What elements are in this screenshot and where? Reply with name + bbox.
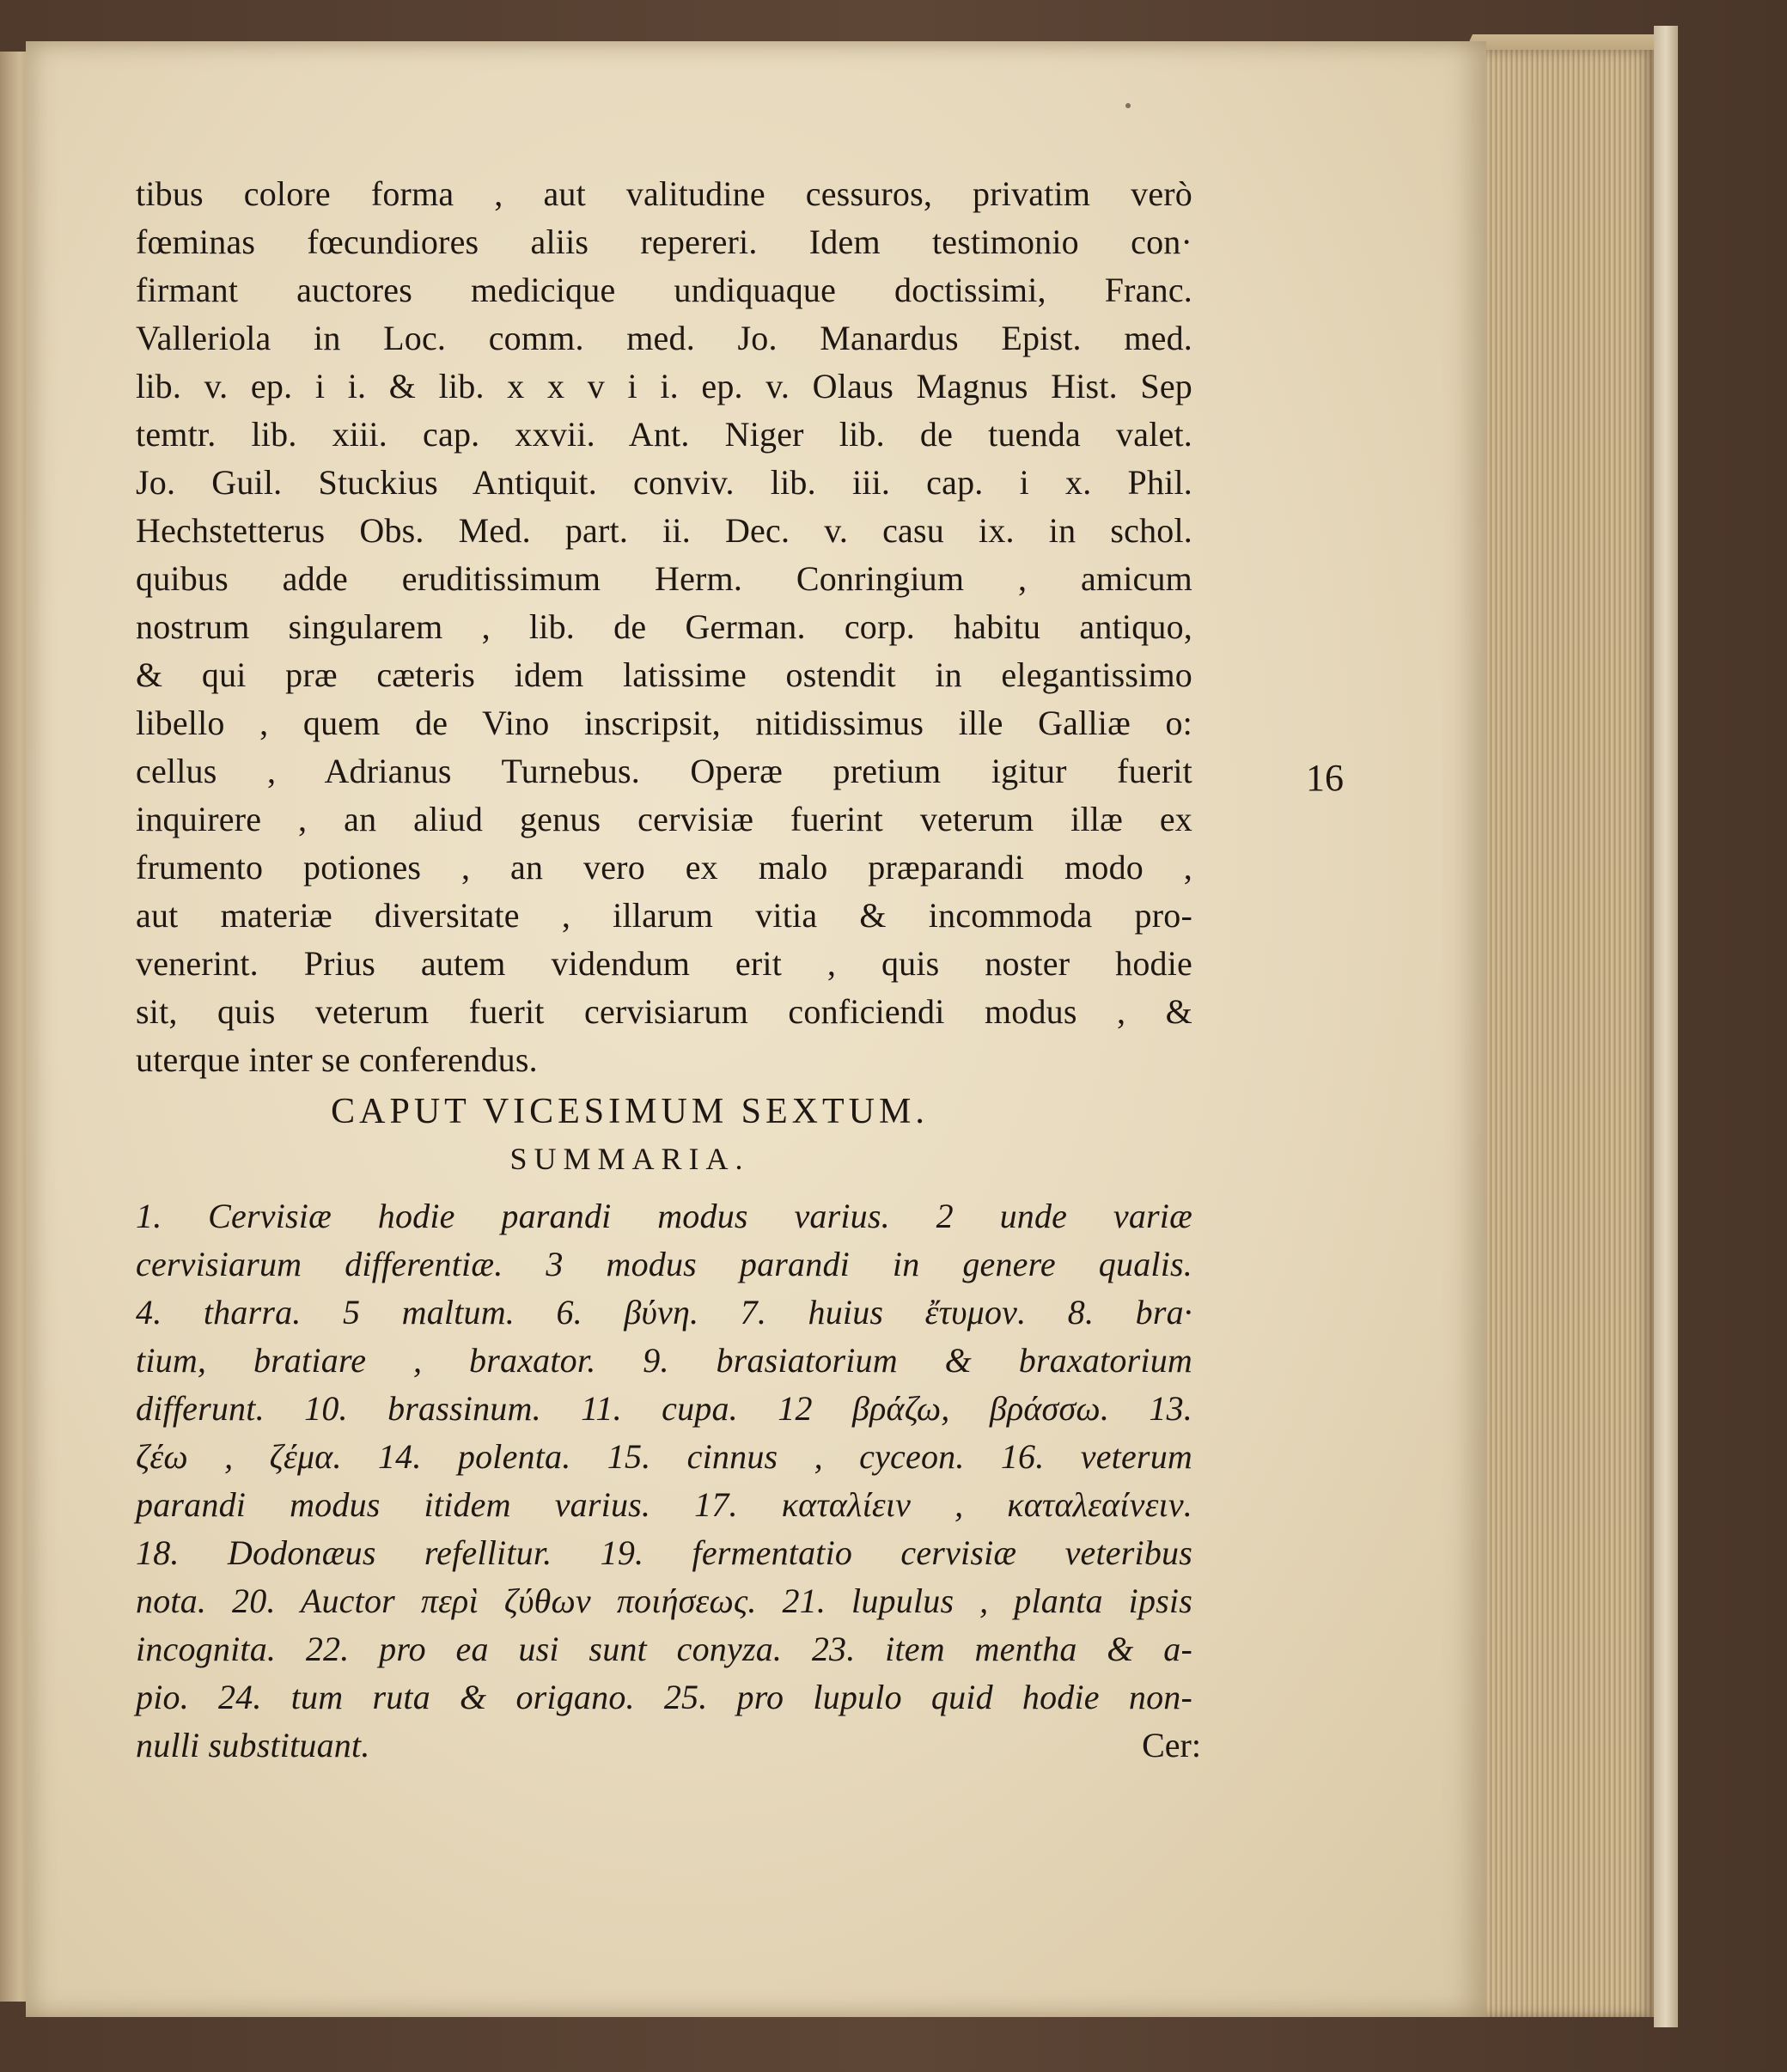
summary-line: tium, bratiare , braxator. 9. brasiatorium & braxatorium: [136, 1341, 1192, 1380]
body-line: Valleriola in Loc. comm. med. Jo. Manardus Epist. med.: [136, 319, 1192, 357]
body-line: Jo. Guil. Stuckius Antiquit. conviv. lib. iii. cap. i x. Phil.: [136, 463, 1192, 502]
summary-line: differunt. 10. brassinum. 11. cupa. 12 βράζω, βράσσω. 13.: [136, 1389, 1192, 1428]
summary-line: 4. tharra. 5 maltum. 6. βύνη. 7. huius ἔτυμον. 8. bra·: [136, 1293, 1192, 1332]
catchword: Cer:: [1142, 1726, 1201, 1764]
page-speck: [1125, 103, 1131, 108]
body-line: lib. v. ep. i i. & lib. x x v i i. ep. v. Olaus Magnus Hist. Sep: [136, 367, 1192, 405]
body-line: quibus adde eruditissimum Herm. Conringium , amicum: [136, 559, 1192, 598]
body-line: fœminas fœcundiores aliis repereri. Idem testimonio con·: [136, 222, 1192, 261]
summary-line: nulli substituant.: [136, 1726, 370, 1764]
summary-line: 18. Dodonæus refellitur. 19. fermentatio cervisiæ veteribus: [136, 1533, 1192, 1572]
summary-line: ζέω , ζέμα. 14. polenta. 15. cinnus , cyceon. 16. veterum: [136, 1437, 1192, 1476]
body-line: nostrum singularem , lib. de German. corp. habitu antiquo,: [136, 607, 1192, 646]
body-line: uterque inter se conferendus.: [136, 1040, 538, 1079]
book-fore-edge: [1476, 50, 1656, 2017]
summary-line: parandi modus itidem varius. 17. καταλίειν , καταλεαίνειν.: [136, 1485, 1192, 1524]
summary-line: 1. Cervisiæ hodie parandi modus varius. 2 unde variæ: [136, 1197, 1192, 1235]
body-line: sit, quis veterum fuerit cervisiarum conficiendi modus , &: [136, 992, 1192, 1031]
summary-line: incognita. 22. pro ea usi sunt conyza. 23. item mentha & a-: [136, 1630, 1192, 1668]
summary-line: pio. 24. tum ruta & origano. 25. pro lupulo quid hodie non-: [136, 1678, 1192, 1716]
chapter-heading: CAPUT VICESIMUM SEXTUM.: [331, 1092, 929, 1131]
body-line: firmant auctores medicique undiquaque doctissimi, Franc.: [136, 271, 1192, 309]
body-line: cellus , Adrianus Turnebus. Operæ pretium igitur fuerit: [136, 752, 1192, 790]
book-cover-edge: [1654, 26, 1678, 2027]
summary-line: cervisiarum differentiæ. 3 modus parandi in genere qualis.: [136, 1245, 1192, 1283]
body-line: inquirere , an aliud genus cervisiæ fuerint veterum illæ ex: [136, 800, 1192, 838]
summary-line: nota. 20. Auctor περὶ ζύθων ποιήσεως. 21. lupulus , planta ipsis: [136, 1581, 1192, 1620]
body-line: tibus colore forma , aut valitudine cessuros, privatim verò: [136, 174, 1192, 213]
body-line: libello , quem de Vino inscripsit, nitidissimus ille Galliæ o:: [136, 704, 1192, 742]
body-line: Hechstetterus Obs. Med. part. ii. Dec. v. casu ix. in schol.: [136, 511, 1192, 550]
body-line: & qui præ cæteris idem latissime ostendit in elegantissimo: [136, 655, 1192, 694]
marginal-number: 16: [1306, 757, 1344, 799]
body-line: temtr. lib. xiii. cap. xxvii. Ant. Niger lib. de tuenda valet.: [136, 415, 1192, 454]
body-line: aut materiæ diversitate , illarum vitia & incommoda pro-: [136, 896, 1192, 935]
body-line: venerint. Prius autem videndum erit , quis noster hodie: [136, 944, 1192, 983]
body-line: frumento potiones , an vero ex malo præparandi modo ,: [136, 848, 1192, 887]
summary-heading: SUMMARIA.: [509, 1142, 750, 1176]
